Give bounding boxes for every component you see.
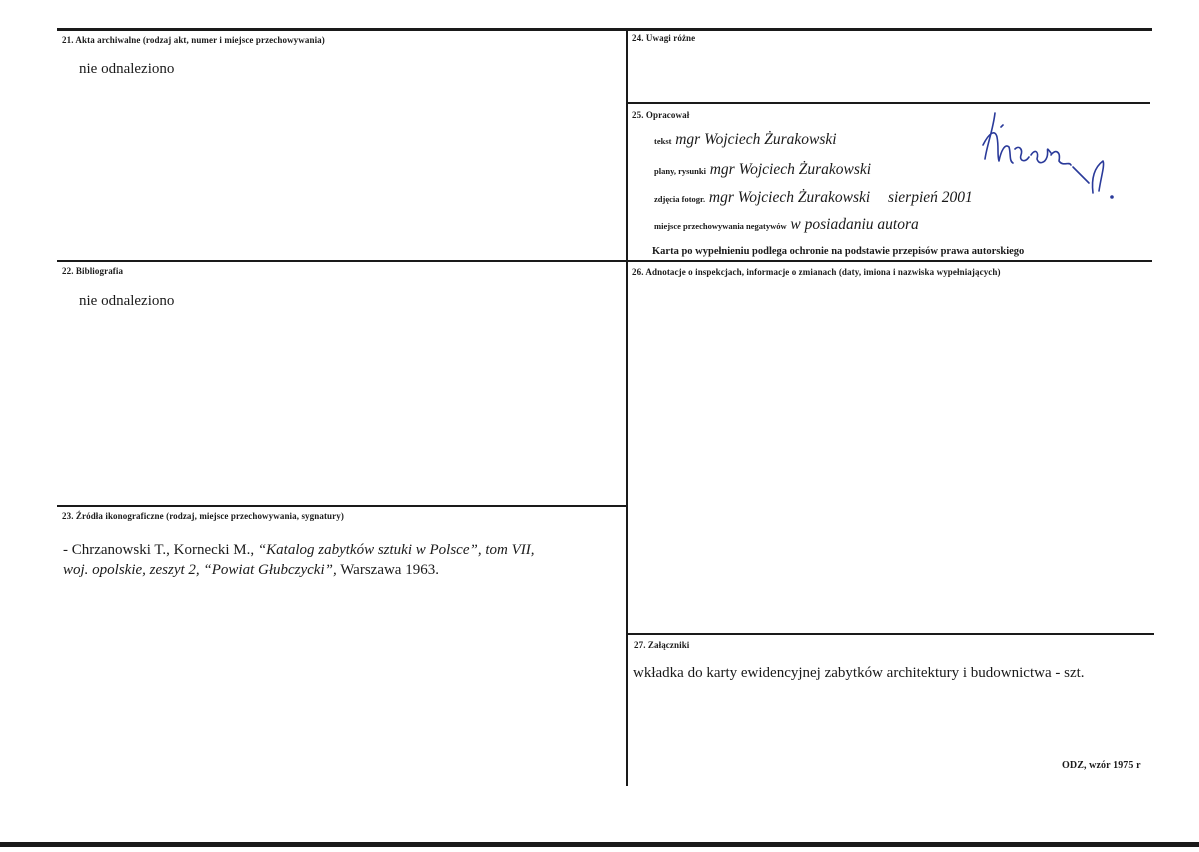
rule-22 <box>57 260 1152 262</box>
plans-label: plany, rysunki <box>654 166 706 176</box>
negatives-row <box>654 216 919 234</box>
catalog-subtitle: woj. opolskie, zeszyt 2, “Powiat Głubczycki”, <box>63 562 337 578</box>
section-22-value: nie odnaleziono <box>79 293 175 309</box>
copyright-note: Karta po wypełnieniu podlega ochronie na podstawie przepisów prawa autorskiego <box>652 246 1025 257</box>
photos-date: sierpień 2001 <box>887 189 973 206</box>
negatives-label: miejsce przechowywania negatywów <box>654 221 787 231</box>
section-23-label: 23. Źródła ikonograficzne (rodzaj, miejsce przechowywania, sygnatury) <box>62 511 344 521</box>
rule-27 <box>626 633 1154 635</box>
section-26-label: 26. Adnotacje o inspekcjach, informacje o zmianach (daty, imiona i nazwiska wypełniających) <box>632 267 1001 277</box>
plans-author: mgr Wojciech Żurakowski <box>709 161 872 178</box>
source-line-1: - Chrzanowski T., Kornecki M., “Katalog zabytków sztuki w Polsce”, tom VII, <box>63 542 535 558</box>
text-author: mgr Wojciech Żurakowski <box>675 131 837 148</box>
source-line-2: woj. opolskie, zeszyt 2, “Powiat Głubczycki”, Warszawa 1963. <box>63 562 439 578</box>
text-label: tekst <box>654 136 672 146</box>
section-27-value: wkładka do karty ewidencyjnej zabytków architektury i budownictwa - szt. <box>633 665 1085 681</box>
section-24-label: 24. Uwagi różne <box>632 33 696 43</box>
section-23-source <box>63 540 535 580</box>
photos-author: mgr Wojciech Żurakowski <box>708 189 871 206</box>
signature-image <box>975 105 1125 210</box>
author-photos-row <box>654 189 973 207</box>
top-rule <box>57 28 1152 31</box>
bottom-rule <box>0 842 1199 847</box>
section-22-label: 22. Bibliografia <box>62 266 124 276</box>
author-plans-row <box>654 161 871 179</box>
center-divider <box>626 28 628 786</box>
author-text-row <box>654 131 837 149</box>
section-21-value: nie odnaleziono <box>79 61 175 77</box>
section-27-label: 27. Załączniki <box>634 640 690 650</box>
catalog-title: “Katalog zabytków sztuki w Polsce”, tom VII, <box>257 542 535 558</box>
rule-23 <box>57 505 627 507</box>
negatives-location: w posiadaniu autora <box>790 216 919 233</box>
photos-label: zdjęcia fotogr. <box>654 194 706 204</box>
section-25-label: 25. Opracował <box>632 110 690 120</box>
rule-24-25 <box>626 102 1150 104</box>
form-identifier: ODZ, wzór 1975 r <box>1062 760 1141 771</box>
section-21-label: 21. Akta archiwalne (rodzaj akt, numer i miejsce przechowywania) <box>62 35 325 45</box>
